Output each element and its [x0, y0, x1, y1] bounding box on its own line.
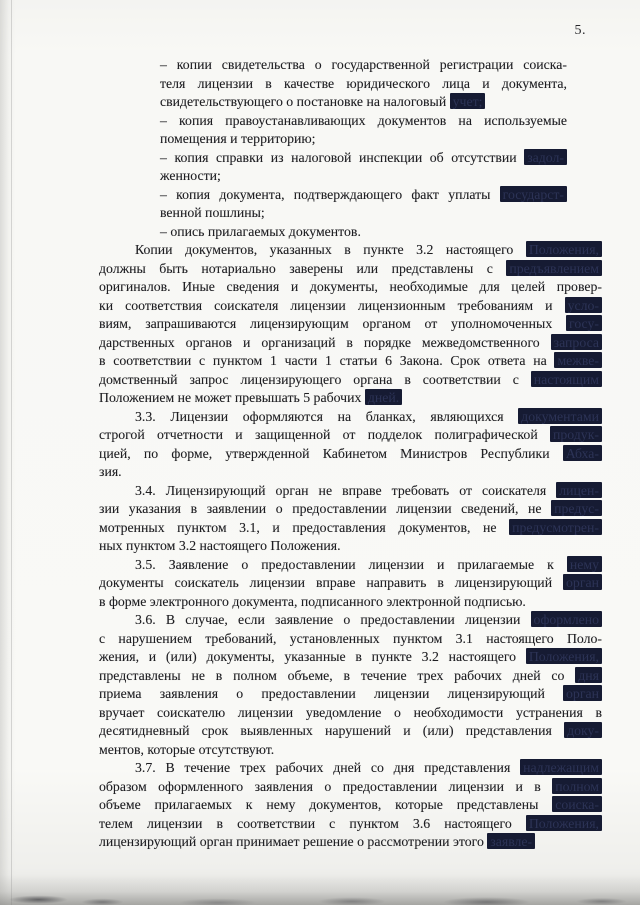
text-line	[99, 408, 602, 427]
text-run: Положением не может превышать 5 рабочих	[99, 390, 365, 405]
text-line	[99, 611, 602, 630]
redacted-text: настоящим	[531, 371, 602, 387]
text-line	[99, 112, 602, 131]
text-run: оригиналов. Иные сведения и документы, необходимые для целей провер-	[99, 279, 602, 294]
text-run: Копии документов, указанных в пункте 3.2 настоящего	[135, 242, 526, 257]
redacted-text: дней.	[365, 389, 402, 405]
text-run: помещения и территорию;	[160, 131, 316, 146]
text-line	[99, 519, 602, 538]
text-line	[99, 334, 602, 353]
text-run: строгой отчетности и защищенной от подделок полиграфической	[99, 427, 550, 442]
text-line	[99, 371, 602, 390]
redacted-text: Абха-	[563, 445, 602, 461]
redacted-text: предъявлением	[506, 260, 602, 276]
text-line	[99, 130, 602, 149]
text-line	[99, 93, 602, 112]
text-run: виям, запрашиваются лицензирующим органом от уполномоченных	[99, 316, 566, 331]
redacted-text: документами	[518, 408, 602, 424]
redacted-text: усло-	[565, 297, 602, 313]
text-line	[99, 241, 602, 260]
text-run: жения, и (или) документы, указанные в пункте 3.2 настоящего	[99, 649, 526, 664]
text-line	[99, 204, 602, 223]
redacted-text: соиска-	[552, 796, 602, 812]
text-run: – опись прилагаемых документов.	[160, 223, 361, 239]
text-line	[99, 630, 602, 649]
text-line	[99, 833, 602, 852]
text-line	[99, 815, 602, 834]
redacted-text: учет;	[450, 93, 486, 109]
text-run: ки соответствия соискателя лицензии лицензионным требованиям и	[99, 297, 565, 313]
text-line	[99, 445, 602, 464]
text-line	[99, 574, 602, 593]
text-run: – копия правоустанавливающих документов на используемые	[160, 112, 567, 128]
redacted-text: продук-	[550, 426, 602, 442]
text-run: венной пошлины;	[160, 205, 265, 220]
text-line	[99, 463, 602, 482]
text-run: ных пунктом 3.2 настоящего Положения.	[99, 538, 341, 553]
redacted-text: дня	[575, 667, 602, 683]
text-run: женности;	[160, 168, 221, 183]
text-run: десятидневный срок выявленных нарушений и (или) представления	[99, 723, 565, 738]
redacted-text: межве-	[554, 352, 602, 368]
text-line	[99, 186, 602, 205]
redacted-text: запроса	[551, 334, 602, 350]
text-run: 3.7. В течение трех рабочих дней со дня представления	[135, 760, 521, 775]
text-line	[99, 759, 602, 778]
redacted-text: госу-	[566, 315, 602, 331]
text-run: 3.3. Лицензии оформляются на бланках, являющихся	[135, 408, 519, 424]
text-run: теля лицензии в качестве юридического лица и документа,	[160, 75, 567, 91]
text-run: образом оформленного заявления о предоставлении лицензии и в	[99, 778, 553, 794]
scan-artifact-bottom	[0, 875, 640, 905]
text-line	[99, 352, 602, 371]
text-line	[99, 56, 602, 75]
text-run: документы соискатель лицензии вправе направить в лицензирующий	[99, 575, 564, 590]
text-line	[99, 75, 602, 94]
text-run: представлены не в полном объеме, в течение трех рабочих дней со	[99, 667, 576, 683]
text-line	[99, 223, 602, 242]
text-line	[99, 389, 602, 408]
text-run: ментов, которые отсутствуют.	[99, 741, 275, 757]
redacted-text: Положения,	[526, 241, 602, 257]
text-line	[99, 778, 602, 797]
text-line	[99, 796, 602, 815]
text-line	[99, 722, 602, 741]
redacted-text: орган	[563, 574, 602, 590]
text-line	[99, 260, 602, 279]
redacted-text: предус-	[551, 500, 602, 516]
text-run: мотренных пунктом 3.1, и предоставления документов, не	[99, 519, 510, 535]
redacted-text: Положения,	[526, 815, 602, 831]
text-line	[99, 426, 602, 445]
text-line	[99, 315, 602, 334]
text-run: свидетельствующего о постановке на налоговый	[160, 94, 450, 109]
text-run: в форме электронного документа, подписанного электронной подписью.	[99, 593, 526, 609]
redacted-text: заявле-	[487, 833, 535, 849]
text-run: должны быть нотариально заверены или представлены с	[99, 260, 507, 276]
text-line	[99, 167, 602, 186]
redacted-text: оформлено	[531, 611, 602, 627]
document-body	[99, 56, 602, 852]
page-number: 5.	[574, 23, 586, 38]
redacted-text: задол-	[524, 149, 567, 165]
text-run: домственный запрос лицензирующего органа в соответствии с	[99, 371, 531, 387]
text-line	[99, 500, 602, 519]
text-run: – копии свидетельства о государственной регистрации соиска-	[160, 57, 567, 72]
text-run: зия.	[99, 464, 122, 479]
text-run: лицензирующий орган принимает решение о рассмотрении этого	[99, 834, 488, 849]
text-line	[99, 704, 602, 723]
text-line	[99, 593, 602, 612]
text-line	[99, 537, 602, 556]
redacted-text: полном	[552, 778, 602, 794]
redacted-text: орган	[563, 685, 602, 701]
text-line	[99, 667, 602, 686]
text-line	[99, 278, 602, 297]
text-run: зии указания в заявлении о предоставлении лицензии сведений, не	[99, 501, 552, 516]
text-run: – копия документа, подтверждающего факт уплаты	[160, 186, 500, 202]
text-line	[99, 297, 602, 316]
scan-edge-line	[11, 0, 12, 905]
text-run: цией, по форме, утвержденной Кабинетом Министров Республики	[99, 445, 563, 461]
text-run: вручает соискателю лицензии уведомление о необходимости устранения в	[99, 704, 602, 720]
text-line	[99, 685, 602, 704]
text-line	[99, 149, 602, 168]
redacted-text: Положения,	[526, 648, 602, 664]
redacted-text: государст-	[500, 186, 567, 202]
redacted-text: надлежащим	[520, 759, 602, 775]
redacted-text: предусмотрен-	[509, 519, 602, 535]
scan-edge-left	[0, 0, 16, 905]
text-line	[99, 482, 602, 501]
redacted-text: нему	[567, 556, 602, 572]
text-run: с нарушением требований, установленных пунктом 3.1 настоящего Поло-	[99, 630, 602, 646]
text-run: приема заявления о предоставлении лицензии лицензирующий	[99, 686, 564, 701]
text-line	[99, 556, 602, 575]
text-run: объеме прилагаемых к нему документов, которые представлены	[99, 797, 553, 812]
text-line	[99, 741, 602, 760]
redacted-text: доку-	[564, 722, 602, 738]
text-run: дарственных органов и организаций в порядке межведомственного	[99, 334, 551, 350]
text-run: 3.5. Заявление о предоставлении лицензии и прилагаемые к	[135, 556, 567, 572]
text-run: 3.6. В случае, если заявление о предоставлении лицензии	[135, 612, 531, 627]
text-run: в соответствии с пунктом 1 части 1 статьи 6 Закона. Срок ответа на	[99, 353, 555, 368]
text-line	[99, 648, 602, 667]
text-run: телем лицензии в соответствии с пунктом 3.6 настоящего	[99, 815, 526, 831]
text-run: 3.4. Лицензирующий орган не вправе требовать от соискателя	[135, 482, 557, 498]
text-run: – копия справки из налоговой инспекции об отсутствии	[160, 149, 525, 165]
redacted-text: лицен-	[556, 482, 602, 498]
